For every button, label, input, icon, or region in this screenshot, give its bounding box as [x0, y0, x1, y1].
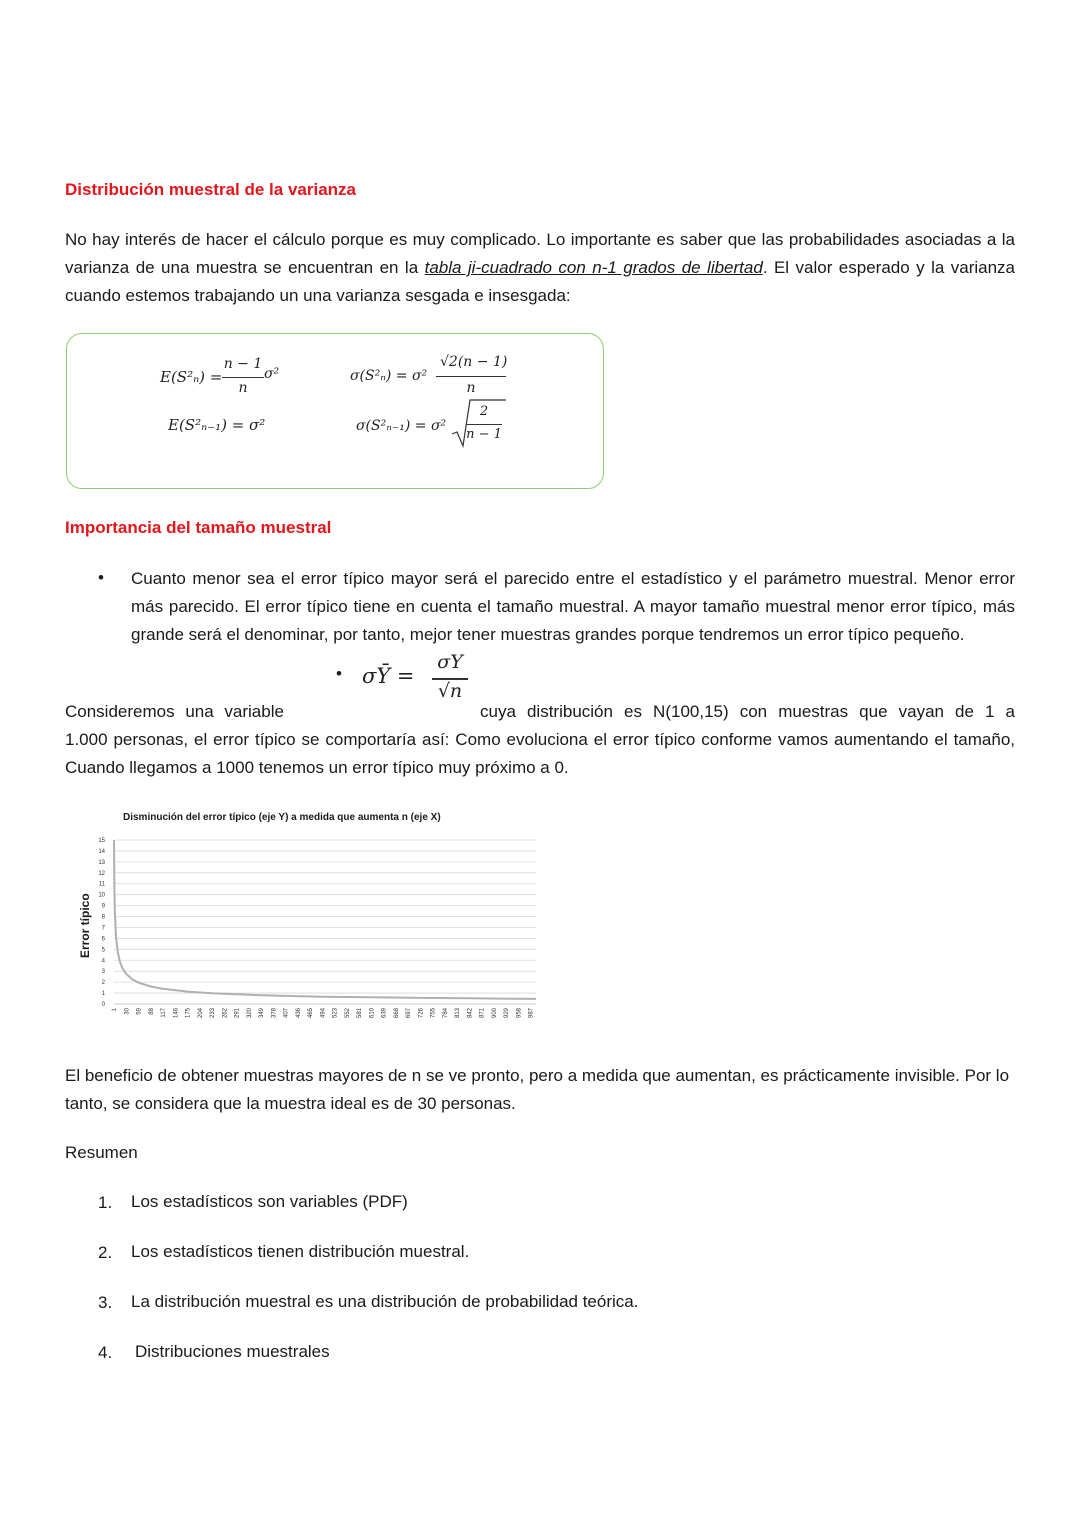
formula-e-biased-lhs: E(S²ₙ) =	[160, 368, 223, 386]
section-heading-varianza: Distribución muestral de la varianza	[65, 180, 356, 199]
formula-se-num: σY	[437, 651, 463, 673]
chart-title: Disminución del error típico (eje Y) a medida que aumenta n (eje X)	[123, 812, 441, 823]
x-tick-label: 958	[516, 1008, 523, 1019]
section-heading-tamano: Importancia del tamaño muestral	[65, 518, 332, 537]
fraction-bar	[222, 377, 264, 378]
list-number: 2.	[98, 1243, 113, 1262]
varianza-paragraph	[65, 226, 1015, 310]
bullet-paragraph: Cuanto menor sea el error típico mayor será el parecido entre el estadístico y el parámetro muestral. Menor error más parecido. El error típico tiene en cuenta el tamaño muestral. A mayor tamaño muestral menor error típico, más grande será el denominar, por tanto, mejor tener muestras grandes porque tendremos un error típico pequeño.	[131, 569, 1015, 644]
x-tick-label: 552	[344, 1008, 351, 1019]
list-item: Los estadísticos son variables (PDF)	[131, 1192, 408, 1211]
y-tick-label: 15	[98, 838, 105, 844]
list-item: La distribución muestral es una distribución de probabilidad teórica.	[131, 1292, 639, 1311]
x-tick-label: 262	[222, 1008, 229, 1019]
x-tick-label: 784	[442, 1008, 449, 1019]
y-tick-label: 1	[101, 991, 105, 998]
y-tick-label: 4	[101, 958, 105, 965]
x-tick-label: 146	[173, 1008, 180, 1019]
x-tick-label: 436	[295, 1008, 302, 1019]
formula-sd-biased-num: √2(n − 1)	[440, 354, 508, 370]
y-tick-label: 2	[101, 980, 105, 987]
consideremos-right: cuya distribución es N(100,15) con muestras que vayan de 1 a	[480, 702, 1015, 721]
consideremos-left: Consideremos una variable	[65, 702, 284, 721]
y-tick-label: 10	[98, 892, 105, 899]
y-tick-label: 6	[101, 936, 105, 943]
formula-sd-biased-lhs: σ(S²ₙ) = σ²	[350, 368, 428, 384]
x-tick-label: 523	[332, 1008, 339, 1019]
list-number: 4.	[98, 1343, 113, 1362]
y-tick-label: 0	[101, 1002, 105, 1008]
x-tick-label: 813	[455, 1008, 462, 1019]
x-tick-label: 581	[357, 1008, 364, 1019]
fraction-bar	[436, 376, 506, 377]
formula-sd-unbiased-den: n − 1	[466, 427, 502, 442]
x-tick-label: 378	[271, 1008, 278, 1019]
x-tick-label: 726	[418, 1008, 425, 1019]
x-tick-label: 407	[283, 1008, 290, 1019]
x-tick-label: 291	[234, 1008, 241, 1019]
x-tick-label: 842	[467, 1008, 474, 1019]
list-item: Los estadísticos tienen distribución muestral.	[131, 1242, 470, 1261]
x-tick-label: 117	[161, 1008, 168, 1018]
beneficio-paragraph: El beneficio de obtener muestras mayores de n se ve pronto, pero a medida que aumentan, es prácticamente invisible. Por lo tanto, se considera que la muestra ideal es de 30 personas.	[65, 1066, 1010, 1113]
consideremos-paragraph: 1.000 personas, el error típico se comportaría así: Como evoluciona el error típico conforme vamos aumentando el tamaño, Cuando llegamos a 1000 tenemos un error típico muy próximo a 0.	[65, 730, 1015, 777]
varianza-text-1: No hay interés de hacer el cálculo porque es muy complicado. Lo importante es saber que las probabilidades asociadas a la varianza de una muestra se encuentran en la	[65, 230, 1015, 277]
x-tick-label: 987	[528, 1008, 535, 1019]
x-tick-label: 30	[124, 1008, 131, 1015]
formula-se-lhs: σȲ =	[362, 664, 415, 688]
list-item: Distribuciones muestrales	[135, 1342, 330, 1361]
fraction-bar	[466, 424, 502, 425]
resumen-label: Resumen	[65, 1143, 138, 1162]
list-number: 1.	[98, 1193, 113, 1212]
y-tick-label: 8	[101, 914, 105, 921]
x-tick-label: 233	[210, 1008, 217, 1019]
chart-ylabel: Error típico	[78, 893, 92, 958]
formula-sd-unbiased-num: 2	[479, 404, 489, 419]
formula-e-biased-tail: σ²	[264, 366, 280, 382]
error-chart	[90, 830, 542, 1030]
x-tick-label: 900	[491, 1008, 498, 1019]
y-tick-label: 7	[101, 925, 105, 932]
varianza-text-2: . El valor esperado y la varianza cuando estemos trabajando un una varianza sesgada e insesgada:	[65, 258, 1015, 305]
y-tick-label: 3	[101, 969, 105, 976]
formula-box	[66, 333, 604, 489]
list-number: 3.	[98, 1293, 113, 1312]
y-tick-label: 14	[98, 848, 105, 855]
bullet-dot: •	[98, 568, 104, 587]
y-tick-label: 9	[101, 903, 105, 910]
formula-se-den: √n	[437, 680, 463, 702]
formula-sd-unbiased-lhs: σ(S²ₙ₋₁) = σ²	[356, 418, 447, 434]
x-tick-label: 465	[308, 1008, 315, 1019]
y-tick-label: 11	[98, 881, 105, 888]
x-tick-label: 349	[259, 1008, 266, 1019]
x-tick-label: 755	[430, 1008, 437, 1019]
y-tick-label: 13	[98, 859, 105, 866]
error-series-line	[114, 840, 536, 999]
y-tick-label: 12	[98, 870, 105, 877]
formula-e-biased-num: n − 1	[223, 356, 263, 372]
x-tick-label: 929	[504, 1008, 511, 1019]
formula-e-biased-den: n	[238, 380, 248, 396]
chi-square-table-link[interactable]: tabla ji-cuadrado con n-1 grados de libertad	[424, 258, 763, 277]
y-tick-label: 5	[101, 947, 105, 954]
formula-sd-biased-den: n	[466, 380, 476, 396]
x-tick-label: 639	[381, 1008, 388, 1019]
x-tick-label: 494	[320, 1008, 327, 1019]
x-tick-label: 610	[369, 1008, 376, 1019]
x-tick-label: 697	[406, 1008, 413, 1019]
x-tick-label: 59	[136, 1008, 143, 1015]
x-tick-label: 1	[112, 1008, 118, 1012]
bullet-dot: •	[336, 664, 342, 683]
x-tick-label: 871	[479, 1008, 486, 1019]
formula-e-unbiased: E(S²ₙ₋₁) = σ²	[168, 416, 266, 434]
x-tick-label: 88	[148, 1008, 155, 1015]
x-tick-label: 175	[185, 1008, 192, 1019]
x-tick-label: 320	[246, 1008, 253, 1019]
x-tick-label: 668	[393, 1008, 400, 1019]
x-tick-label: 204	[197, 1008, 204, 1019]
